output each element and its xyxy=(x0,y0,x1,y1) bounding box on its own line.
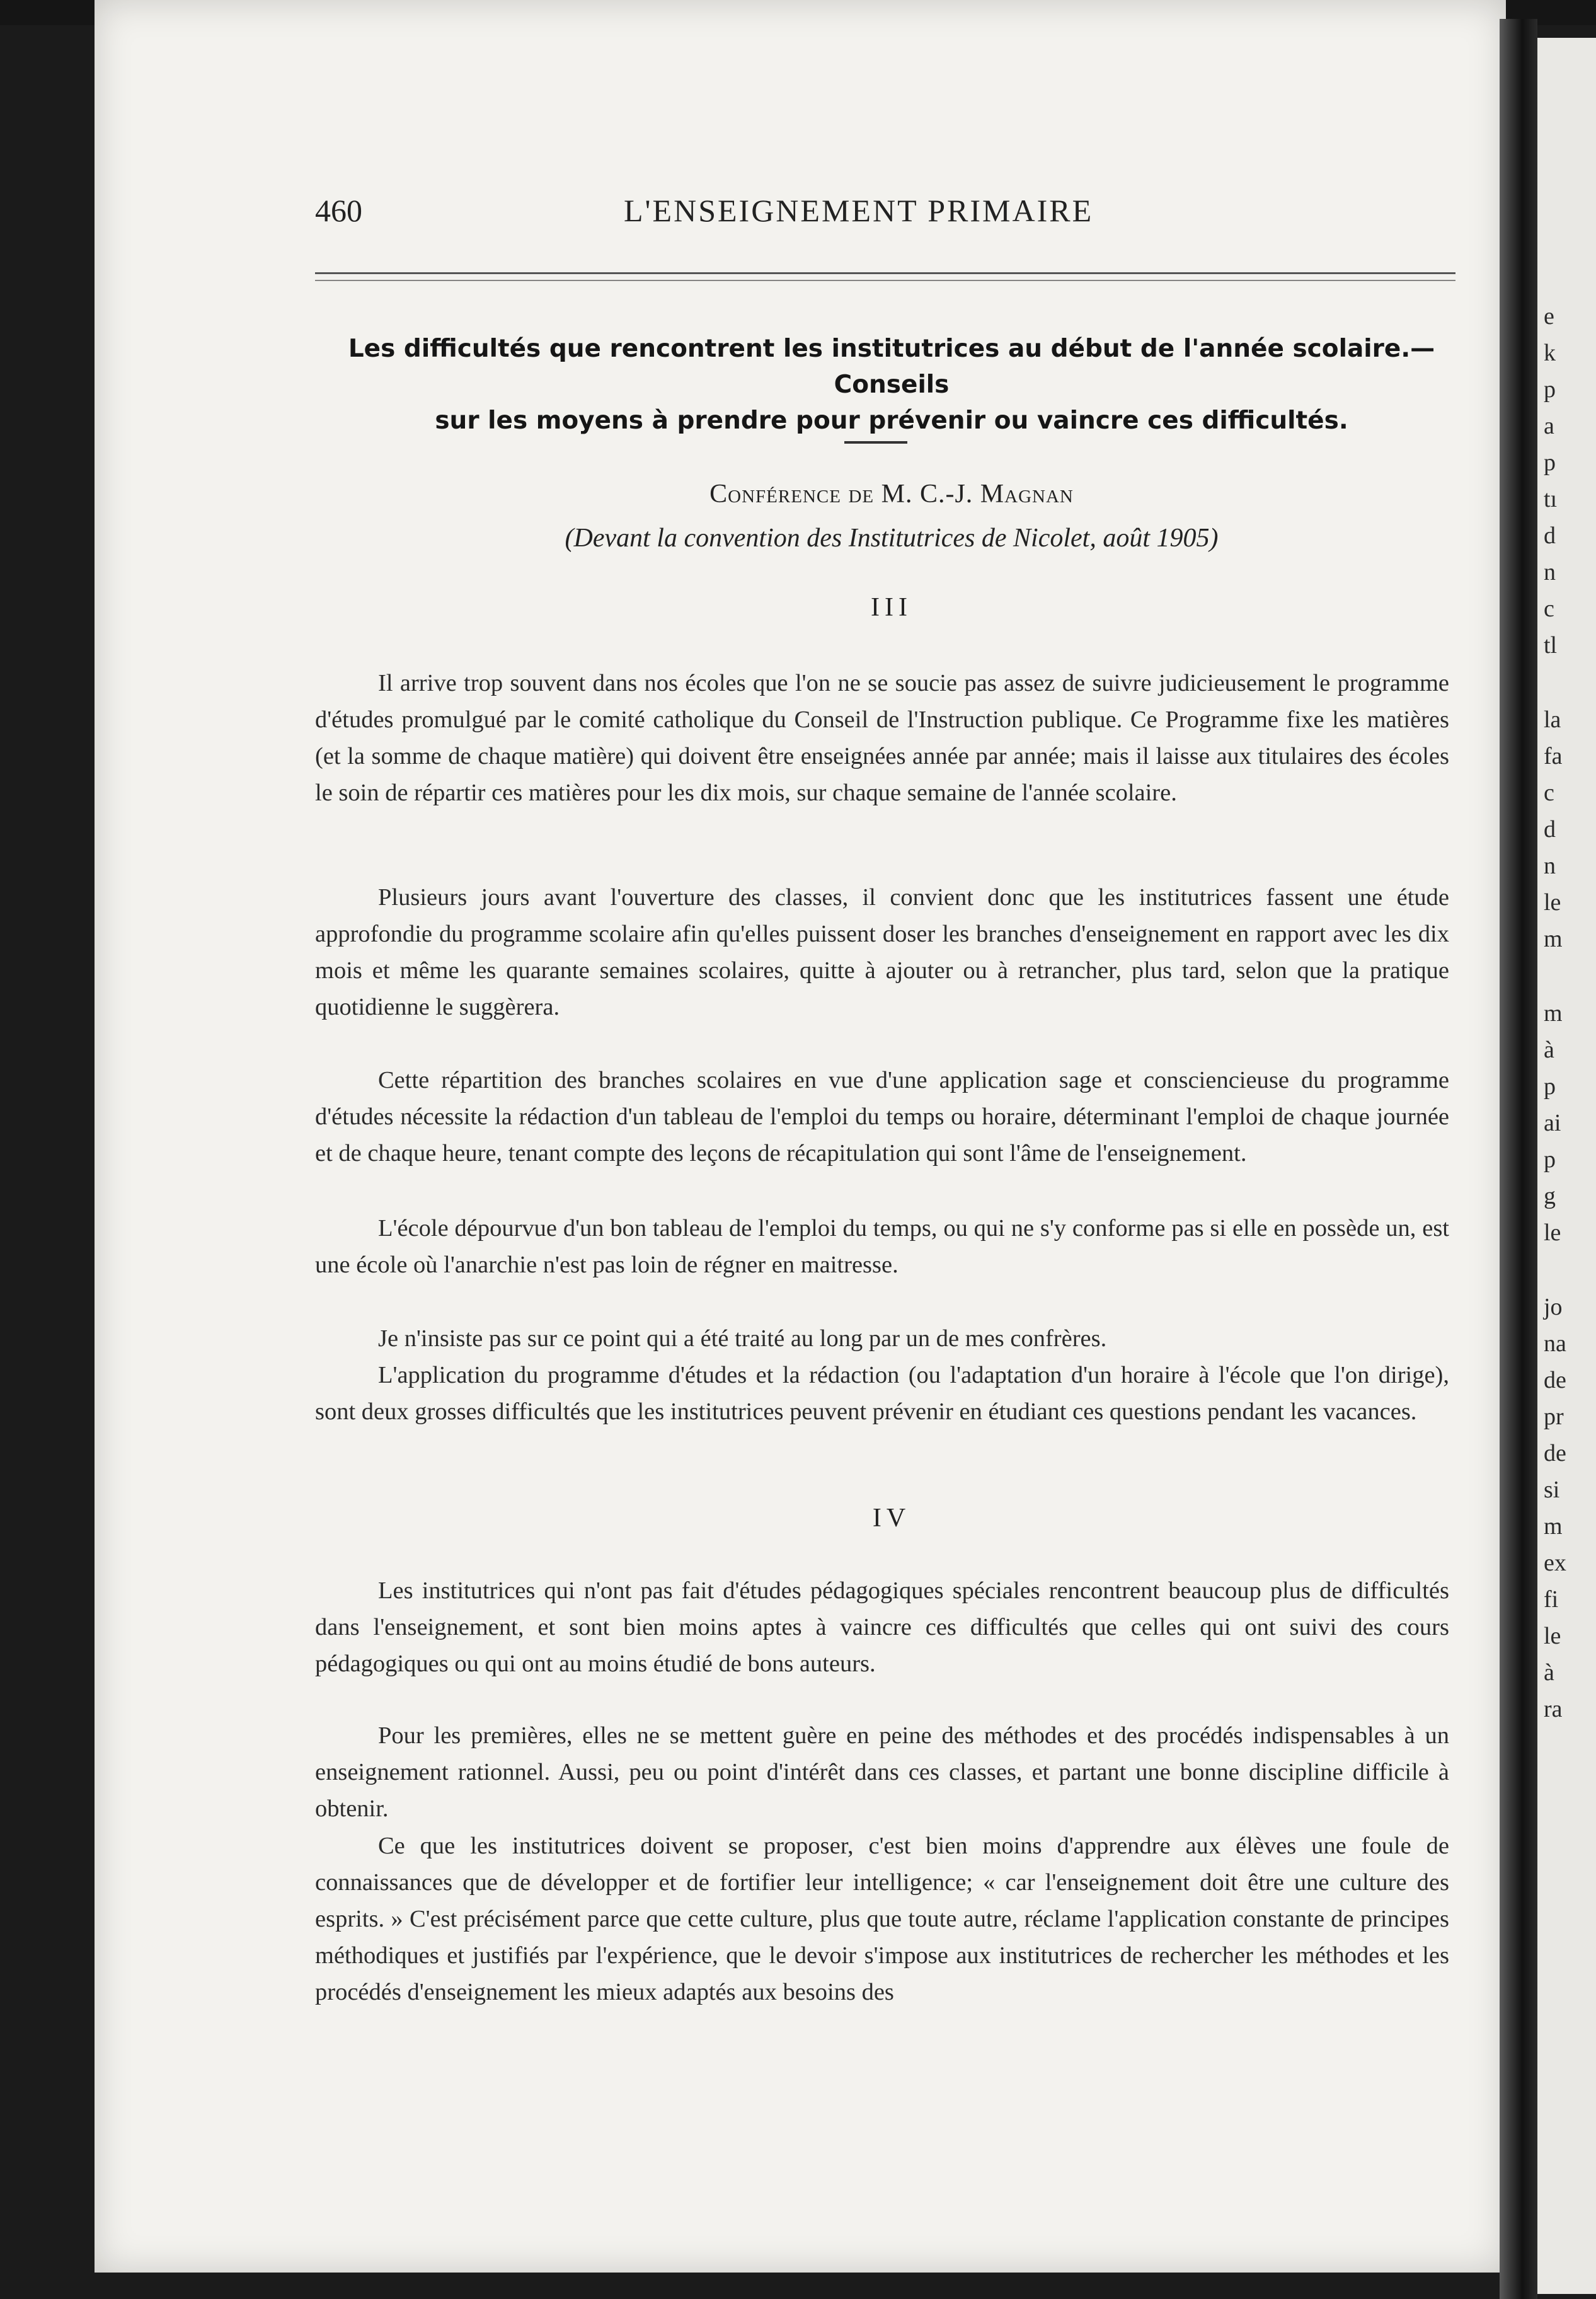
facing-page-fragment: jo xyxy=(1544,1294,1563,1320)
facing-page-fragment: m xyxy=(1544,926,1563,952)
facing-page-fragment: m xyxy=(1544,1000,1563,1027)
facing-page-fragment: ra xyxy=(1544,1696,1563,1722)
facing-page-fragment: p xyxy=(1544,1073,1556,1100)
facing-page-fragment: fi xyxy=(1544,1586,1559,1613)
facing-page-fragment: d xyxy=(1544,816,1556,843)
facing-page-fragment: k xyxy=(1544,340,1556,366)
facing-page-fragment: g xyxy=(1544,1183,1556,1209)
facing-page-fragment: a xyxy=(1544,413,1554,439)
article-title-line-1: Les difficultés que rencontrent les institutrices au début de l'année scolaire.—Conseils xyxy=(348,335,1435,399)
header-rule xyxy=(315,272,1455,274)
facing-page-fragment: de xyxy=(1544,1367,1566,1393)
facing-page-fragment: ex xyxy=(1544,1550,1566,1576)
paragraph-iii-4: L'école dépourvue d'un bon tableau de l'emploi du temps, ou qui ne s'y conforme pas si elle en possède un, est une école où l'anarchie n'est pas loin de régner en maitresse. xyxy=(315,1215,1449,1278)
facing-page-fragment: tı xyxy=(1544,486,1558,512)
paragraph-iii-1: Il arrive trop souvent dans nos écoles que l'on ne se soucie pas assez de suivre judicieusement le programme d'études promulgué par le comité catholique du Conseil de l'Instruction publique. Ce Programme fixe les matières (et la somme de chaque matière) qui doivent être enseignées année par année; mais il laisse aux titulaires des écoles le soin de répartir ces matières pour les dix mois, sur chaque semaine de l'année scolaire. xyxy=(315,670,1449,806)
section-heading-iv: IV xyxy=(872,1504,911,1533)
facing-page-fragment: de xyxy=(1544,1440,1566,1466)
paragraph-iv-1: Les institutrices qui n'ont pas fait d'études pédagogiques spéciales rencontrent beaucoup plus de difficultés dans l'enseignement, et sont bien moins aptes à vaincre ces difficultés que celles qui ont suivi des cours pédagogiques ou qui ont au moins étudié de bons auteurs. xyxy=(315,1577,1449,1677)
facing-page-fragment: le xyxy=(1544,889,1561,916)
paragraph-iv-2: Pour les premières, elles ne se mettent guère en peine des méthodes et des procédés indispensables à un enseignement rationnel. Aussi, peu ou point d'intérêt dans ces classes, et partant une bonne discipline difficile à obtenir. xyxy=(315,1722,1449,1822)
paragraph-iii-5: Je n'insiste pas sur ce point qui a été traité au long par un de mes confrères. xyxy=(378,1325,1107,1352)
facing-page-fragment: c xyxy=(1544,780,1554,806)
paragraph-iii-3: Cette répartition des branches scolaires en vue d'une application sage et consciencieuse du programme d'études nécessite la rédaction d'un tableau de l'emploi du temps ou horaire, déterminant l'emploi de chaque journée et de chaque heure, tenant compte des leçons de récapitulation qui sont l'âme de l'enseignement. xyxy=(315,1067,1449,1167)
paragraph-iv-3: Ce que les institutrices doivent se proposer, c'est bien moins d'apprendre aux élèves une foule de connaissances que de développer et de fortifier leur intelligence; « car l'enseignement doit être une culture des esprits. » C'est précisément parce que cette culture, plus que toute autre, réclame l'application constante de principes méthodiques et justifiés par l'expérience, que le devoir s'impose aux institutrices de rechercher les méthodes et les procédés d'enseignement les mieux adaptés aux besoins des xyxy=(315,1833,1449,2005)
book-gutter xyxy=(1500,19,1537,2299)
title-divider xyxy=(844,441,907,444)
byline: Conférence de M. C.-J. Magnan xyxy=(709,480,1074,509)
facing-page-fragment: si xyxy=(1544,1477,1560,1503)
byline-note: (Devant la convention des Institutrices de Nicolet, août 1905) xyxy=(565,524,1219,553)
running-head xyxy=(315,192,1474,230)
header-rule-secondary xyxy=(315,280,1455,281)
facing-page-fragment: tl xyxy=(1544,632,1558,659)
running-title: L'ENSEIGNEMENT PRIMAIRE xyxy=(624,193,1094,228)
facing-page-fragment: c xyxy=(1544,596,1554,622)
facing-page-fragment: à xyxy=(1544,1659,1554,1686)
facing-page-fragment: ai xyxy=(1544,1110,1561,1136)
facing-page-fragment: la xyxy=(1544,706,1561,733)
facing-page-fragment: n xyxy=(1544,853,1556,879)
article-title xyxy=(315,331,1468,439)
facing-page-fragment: p xyxy=(1544,1146,1556,1173)
article-title-line-2: sur les moyens à prendre pour prévenir ou vaincre ces difficultés. xyxy=(435,406,1348,435)
facing-page-fragment: e xyxy=(1544,303,1554,330)
facing-page-fragment: le xyxy=(1544,1219,1561,1246)
facing-page-fragment: p xyxy=(1544,376,1556,403)
paragraph-iii-6: L'application du programme d'études et la rédaction (ou l'adaptation d'un horaire à l'école que l'on dirige), sont deux grosses difficultés que les institutrices peuvent prévenir en étudiant ces questions pendant les vacances. xyxy=(315,1362,1449,1425)
section-heading-iii: III xyxy=(871,593,912,622)
paragraph-iii-2: Plusieurs jours avant l'ouverture des classes, il convient donc que les institutrices fassent une étude approfondie du programme scolaire afin qu'elles puissent doser les branches d'enseignement en rapport avec les dix mois et même les quarante semaines scolaires, quitte à ajouter ou à retrancher, plus tard, selon que la pratique quotidienne le suggèrera. xyxy=(315,884,1449,1020)
facing-page-fragment: le xyxy=(1544,1623,1561,1649)
facing-page-fragment: m xyxy=(1544,1513,1563,1540)
facing-page-fragment: n xyxy=(1544,559,1556,585)
page-number: 460 xyxy=(315,193,362,228)
facing-page-fragment: pr xyxy=(1544,1403,1564,1430)
facing-page-fragment: d xyxy=(1544,522,1556,549)
facing-page-fragment: na xyxy=(1544,1330,1566,1357)
facing-page-fragment: fa xyxy=(1544,743,1563,769)
facing-page-edge xyxy=(1537,38,1596,2294)
facing-page-fragment: p xyxy=(1544,449,1556,476)
facing-page-fragment: à xyxy=(1544,1037,1554,1063)
